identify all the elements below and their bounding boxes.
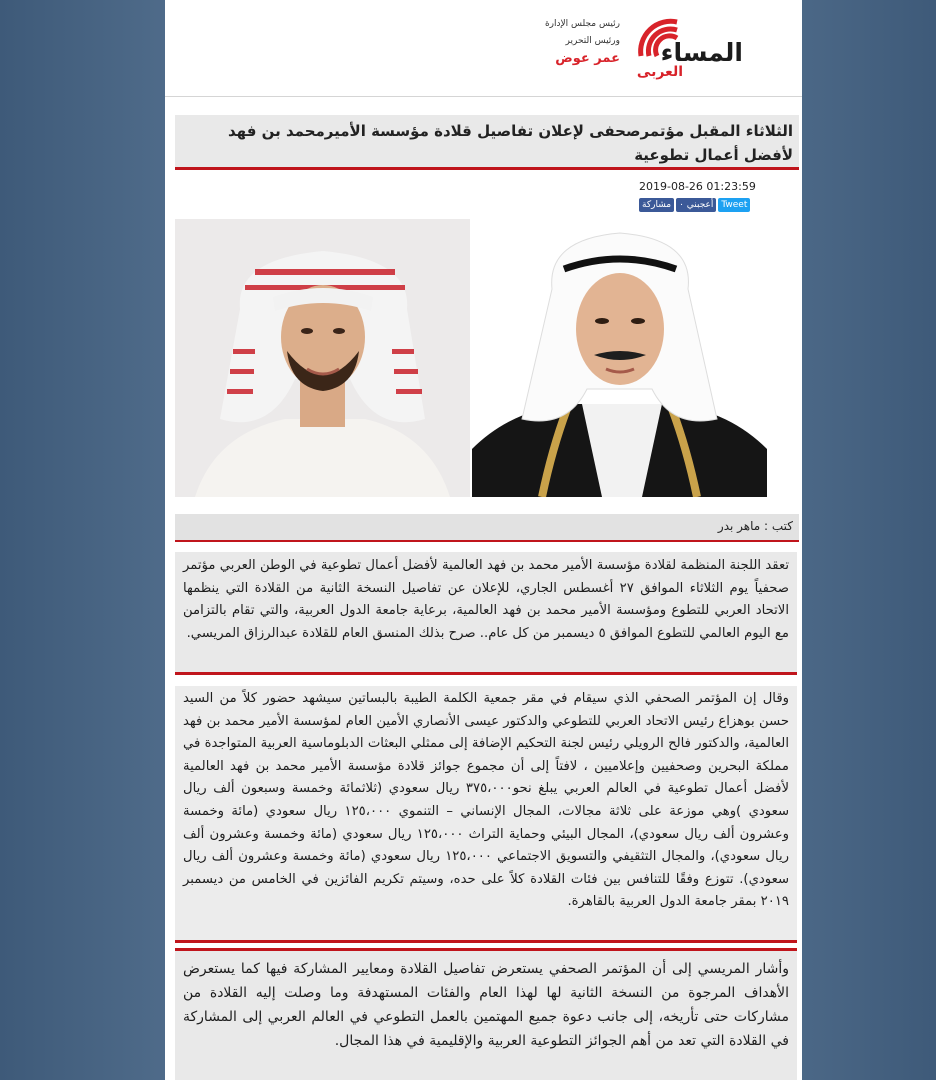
editor-role-1: رئيس مجلس الإدارة [544, 19, 620, 29]
editor-name: عمر عوض [555, 51, 620, 66]
tweet-button[interactable]: Tweet [718, 198, 750, 212]
like-button[interactable]: أعجبني ٠ [676, 198, 716, 212]
article-paragraph: وأشار المريسي إلى أن المؤتمر الصحفي يستعرض تفاصيل القلادة ومعايير المشاركة فيها كما يستعرض الأهداف المرجوة من النسخة الثانية لها لهذا العام والفئات المستهدفة وما وصلت إليه القلادة من مشاركات حتى تأريخه، إلى جانب دعوة جميع المهتمين بالعمل التطوعي في العالم العربي إلى المشاركة في القلادة التي تعد من أهم الجوائز التطوعية العربية والإقليمية في هذا المجال. [175, 948, 797, 1080]
share-button[interactable]: مشاركة [639, 198, 674, 212]
byline: كتب : ماهر بدر [175, 514, 799, 542]
logo-main-text: المساء [660, 38, 743, 67]
article-page [165, 0, 802, 1080]
editor-block [520, 16, 620, 68]
article-paragraph: تعقد اللجنة المنظمة لقلادة مؤسسة الأمير محمد بن فهد العالمية لأفضل أعمال تطوعية في الوطن العربي مؤتمر صحفياً يوم الثلاثاء الموافق ٢٧ أغسطس الجاري، للإعلان عن تفاصيل النسخة الثانية من القلادة التي ينظمها الاتحاد العربي للتطوع ومؤسسة الأمير محمد بن فهد العالمية، برعاية جامعة الدول العربية، والتي تقام بالتزامن مع اليوم العالمي للتطوع الموافق ٥ ديسمبر من كل عام.. صرح بذلك المنسق العام للقلادة عبدالرزاق المريسي. [175, 552, 797, 675]
article-paragraph: وقال إن المؤتمر الصحفي الذي سيقام في مقر جمعية الكلمة الطيبة بالبساتين سيشهد حضور كلاً من السيد حسن بوهزاع رئيس الاتحاد العربي للتطوعي والدكتور عيسى الأنصاري الأمين العام لمؤسسة الأمير محمد بن فهد العالمية، والدكتور فالح الرويلي رئيس لجنة التحكيم الإضافة إلى ممثلي البعثات الدبلوماسية العربية المتواجدة في مملكة البحرين وصحفيين وإعلاميين ، لافتاً إلى أن مجموع جوائز قلادة مؤسسة الأمير محمد بن فهد العالمية لأفضل أعمال تطوعية في العالم العربي يبلغ نحو٣٧٥،٠٠٠ ريال سعودي (ثلاثمائة وخمسة وسبعون ألف ريال سعودي )وهي موزعة على ثلاثة مجالات، المجال الإنساني – التنموي ١٢٥،٠٠٠ ريال سعودي (مائة وخمسة وعشرون ألف ريال سعودي)، المجال البيئي وحماية التراث ١٢٥،٠٠٠ ريال سعودي (مائة وخمسة وعشرون ألف ريال سعودي)، والمجال التثقيفي والتسويق الاجتماعي ١٢٥،٠٠٠ ريال سعودي (مائة وخمسة وعشرون ألف ريال سعودي). تتوزع وفقًا للتنافس بين فئات القلادة كلاً على حده، وسيتم تكريم الفائزين في الخامس من ديسمبر ٢٠١٩ بمقر جامعة الدول العربية بالقاهرة. [175, 686, 797, 943]
site-logo[interactable] [636, 16, 777, 80]
masthead [165, 0, 802, 97]
publish-datetime: 2019-08-26 01:23:59 [639, 180, 756, 193]
person-photo-left [175, 219, 470, 497]
editor-role-2: ورئيس التحرير [565, 36, 620, 46]
article-headline: الثلاثاء المقبل مؤتمرصحفى لإعلان تفاصيل قلادة مؤسسة الأميرمحمد بن فهد لأفضل أعمال تطوعية [175, 115, 799, 170]
logo-sub-text: العربى [636, 64, 683, 80]
social-buttons [639, 198, 750, 212]
person-photo-right [472, 219, 767, 497]
